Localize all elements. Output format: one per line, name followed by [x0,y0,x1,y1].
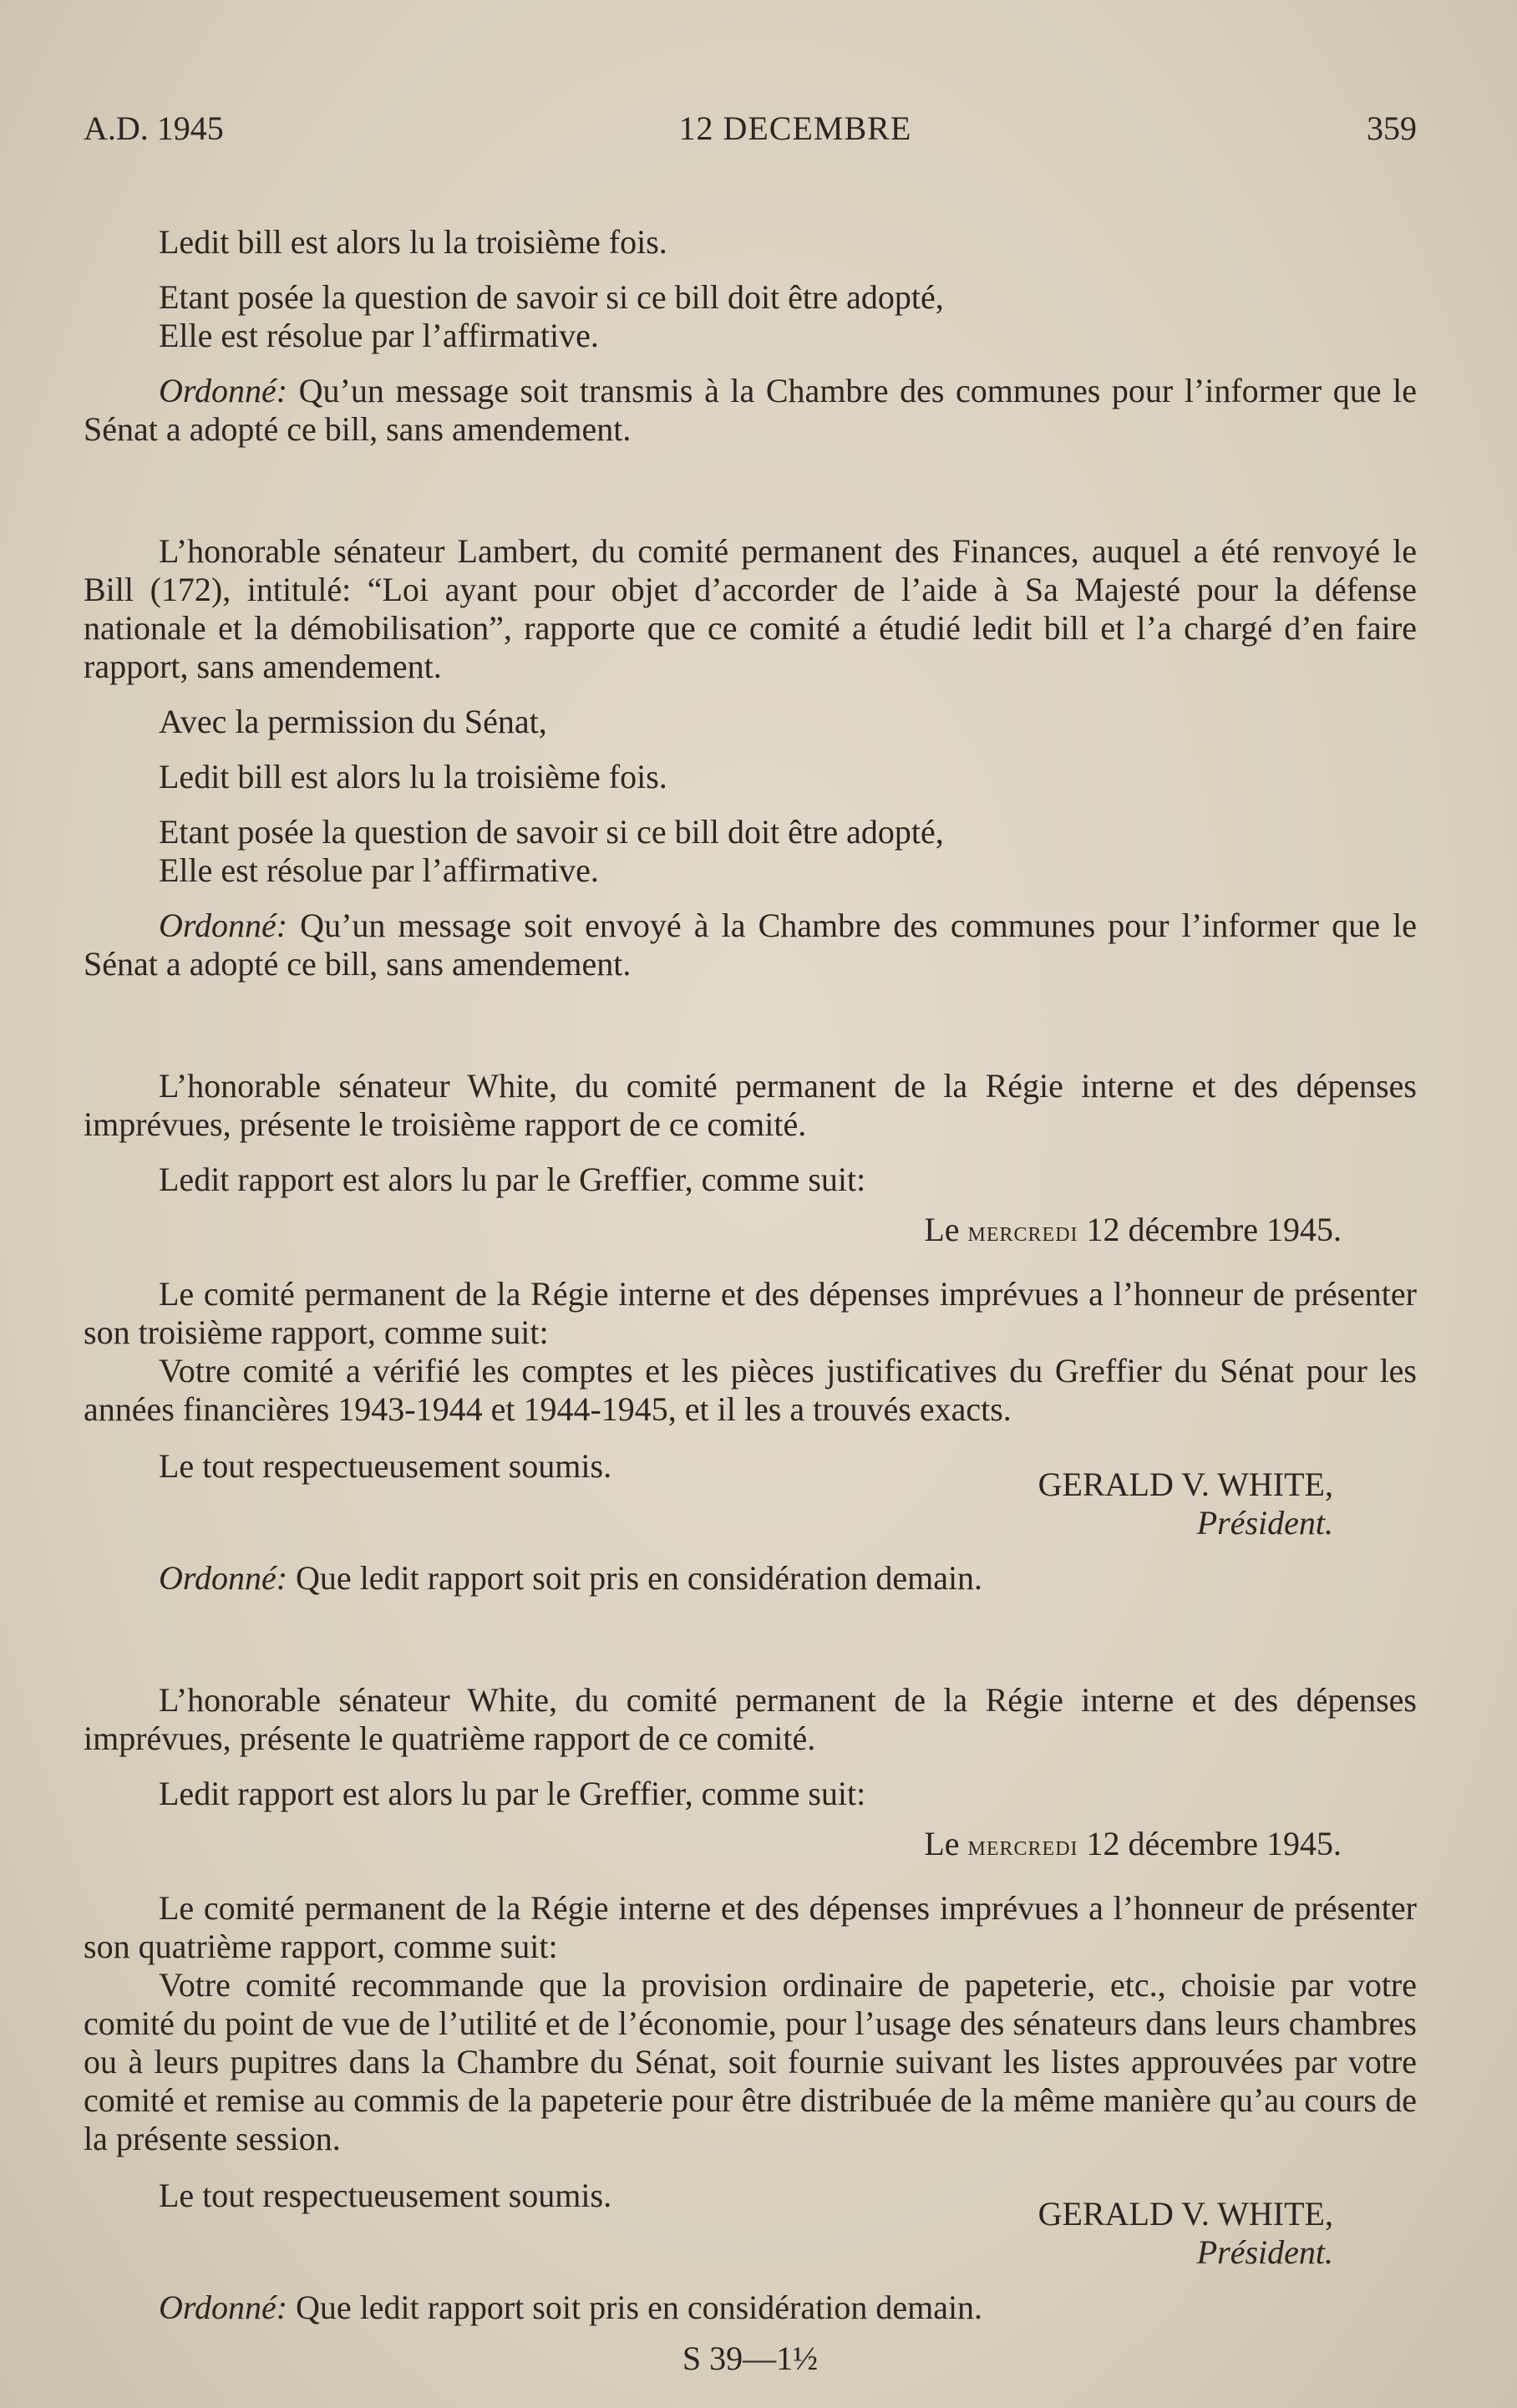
order-text: Qu’un message soit envoyé à la Chambre des communes pour l’informer que le Sénat a adopté ce bill, sans amendement. [84,907,1417,983]
date-rest: 12 décembre 1945. [1078,1211,1342,1248]
signature-block [84,2177,1417,2272]
text-line: Elle est résolue par l’affirmative. [159,851,599,889]
text-line: Ledit bill est alors lu la troisième fois. [159,223,667,261]
report-date [84,1825,1417,1866]
signatory [1038,1447,1417,1542]
signature-mark: S 39—1½ [682,2339,819,2377]
report-paragraph: L’honorable sénateur Lambert, du comité permanent des Finances, auquel a été renvoyé le Bill (172), intitulé: “Loi ayant pour objet d’accorder de l’aide à Sa Majesté pour la défense nationale et la démobilisation”, rapporte que ce comité a étudié ledit bill et l’a chargé d’en faire rapport, sans amendement. [84,532,1417,685]
date-prefix: Le [924,1825,968,1862]
order-paragraph [84,372,1417,449]
report-paragraph: Votre comité recommande que la provision ordinaire de papeterie, etc., choisie par votre comité du point de vue de l’utilité et de l’économie, pour l’usage des sénateurs dans leurs chambres ou à leurs pupitres dans la Chambre du Sénat, soit fournie suivant les listes approuvées par votre comité et remise au commis de la papeterie pour être distribuée de la même manière qu’au cours de la présente session. [84,1966,1417,2157]
section-third-reading-1 [84,223,1417,449]
date-weekday: mercredi [967,1217,1078,1247]
order-label: Ordonné: [159,2289,288,2326]
signatory-name: GERALD V. WHITE, [1038,1466,1333,1503]
signatory-title: Président. [1196,2233,1333,2271]
signatory-name: GERALD V. WHITE, [1038,2195,1333,2233]
text-line: Etant posée la question de savoir si ce bill doit être adopté, [159,813,944,851]
order-label: Ordonné: [159,1559,288,1597]
closing-line: Le tout respectueusement soumis. [159,2177,612,2214]
text-line: Avec la permission du Sénat, [159,703,547,740]
date-rest: 12 décembre 1945. [1078,1825,1342,1862]
signature-block [84,1447,1417,1542]
order-paragraph [84,1559,1417,1598]
text-line: Etant posée la question de savoir si ce bill doit être adopté, [159,278,944,316]
header-year: A.D. 1945 [84,109,224,147]
order-label: Ordonné: [159,372,288,409]
order-text: Qu’un message soit transmis à la Chambre des communes pour l’informer que le Sénat a adopté ce bill, sans amendement. [84,372,1417,448]
header-date: 12 DECEMBRE [678,109,912,147]
order-paragraph [84,2289,1417,2327]
order-paragraph [84,907,1417,983]
report-paragraph: Votre comité a vérifié les comptes et les pièces justificatives du Greffier du Sénat pour les années financières 1943-1944 et 1944-1945, et il les a trouvés exacts. [84,1352,1417,1428]
date-prefix: Le [924,1211,968,1248]
text-line: Ledit rapport est alors lu par le Greffier, comme suit: [159,1161,866,1198]
closing-line: Le tout respectueusement soumis. [159,1447,612,1485]
section-fourth-report [84,1681,1417,2327]
report-paragraph: L’honorable sénateur White, du comité permanent de la Régie interne et des dépenses imprévues, présente le quatrième rapport de ce comité. [84,1681,1417,1757]
text-line: Ledit rapport est alors lu par le Greffier, comme suit: [159,1775,866,1812]
signatory-title: Président. [1196,1504,1333,1542]
page-number: 359 [1366,109,1417,147]
text-line: Elle est résolue par l’affirmative. [159,317,599,354]
order-text: Que ledit rapport soit pris en considération demain. [287,1559,983,1597]
page-header [84,109,1417,148]
section-finance-committee [84,532,1417,983]
report-paragraph: Le comité permanent de la Régie interne et des dépenses imprévues a l’honneur de présenter son troisième rapport, comme suit: [84,1275,1417,1351]
order-text: Que ledit rapport soit pris en considération demain. [287,2289,983,2326]
date-weekday: mercredi [967,1831,1078,1862]
text-line: Ledit bill est alors lu la troisième fois. [159,758,667,795]
report-date [84,1211,1417,1252]
section-third-report [84,1067,1417,1598]
order-label: Ordonné: [159,907,288,944]
report-paragraph: Le comité permanent de la Régie interne et des dépenses imprévues a l’honneur de présenter son quatrième rapport, comme suit: [84,1889,1417,1965]
report-paragraph: L’honorable sénateur White, du comité permanent de la Régie interne et des dépenses imprévues, présente le troisième rapport de ce comité. [84,1067,1417,1143]
signatory [1038,2177,1417,2272]
